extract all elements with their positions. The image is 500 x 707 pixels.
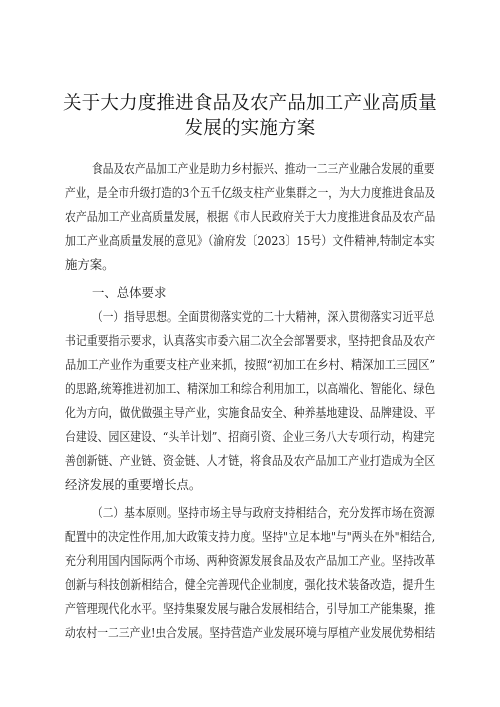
paragraph-line: 施方案。 xyxy=(65,257,115,272)
section-heading: 一、总体要求 xyxy=(92,285,167,300)
paragraph-line: 经济发展的重要增长点。 xyxy=(65,477,202,492)
paragraph-line: （二）基本原则。坚持市场主导与政府支持相结合，充分发挥市场在资源 xyxy=(92,505,435,520)
paragraph-line: 食品及农产品加工产业是助力乡村振兴、推动一二三产业融合发展的重要 xyxy=(92,161,435,176)
paragraph-line: 充分利用国内国际两个市场、两种资源发展食品及农产品加工产业。坚持改革 xyxy=(65,553,436,568)
paragraph-line: 农产品加工产业高质量发展，根据《市人民政府关于大力度推进食品及农产品 xyxy=(65,209,436,224)
paragraph-line: 的思路,统筹推进初加工、精深加工和综合利用加工，以高端化、智能化、绿色 xyxy=(65,381,436,396)
paragraph-line: 化为方向，做优做强主导产业，实施食品安全、种养基地建设、品牌建设、平 xyxy=(65,405,436,420)
paragraph-line: 善创新链、产业链、资金链、人才链，将食品及农产品加工产业打造成为全区 xyxy=(65,453,436,468)
paragraph-line: 创新与科技创新相结合，健全完善现代企业制度，强化技术装备改造，提升生 xyxy=(65,577,436,592)
paragraph-line: 产管理现代化水平。坚持集聚发展与融合发展相结合，引导加工产能集聚，推 xyxy=(65,601,436,616)
paragraph-line: 台建设、园区建设、“头羊计划”、招商引资、企业三务八大专项行动，构建完 xyxy=(65,429,435,444)
paragraph-line: 动农村一二三产业!虫合发展。坚持营造产业发展环境与厚植产业发展优势相结 xyxy=(65,625,436,640)
document-title-line-1: 关于大力度推进食品及农产品加工产业高质量 xyxy=(62,93,437,114)
paragraph-line: 加工产业高质量发展的意见》（渝府发〔2023〕15号）文件精神,特制定本实 xyxy=(65,233,435,248)
paragraph-line: 配置中的决定性作用,加大政策支持力度。坚持"立足本地"与"两头在外"相结合, xyxy=(65,529,436,544)
paragraph-line: （一）指导思想。全面贯彻落实党的二十大精神，深入贯彻落实习近平总 xyxy=(92,309,435,324)
paragraph-line: 书记重要指示要求，认真落实市委六届二次全会部署要求，坚持把食品及农产 xyxy=(65,333,436,348)
paragraph-line: 品加工产业作为重要支柱产业来抓，按照“初加工在乡村、精深加工三园区” xyxy=(65,357,436,372)
paragraph-line: 产业，是全市升级打造的3个五千亿级支柱产业集群之一，为大力度推进食品及 xyxy=(65,185,436,200)
document-title-line-2: 发展的实施方案 xyxy=(184,118,316,139)
